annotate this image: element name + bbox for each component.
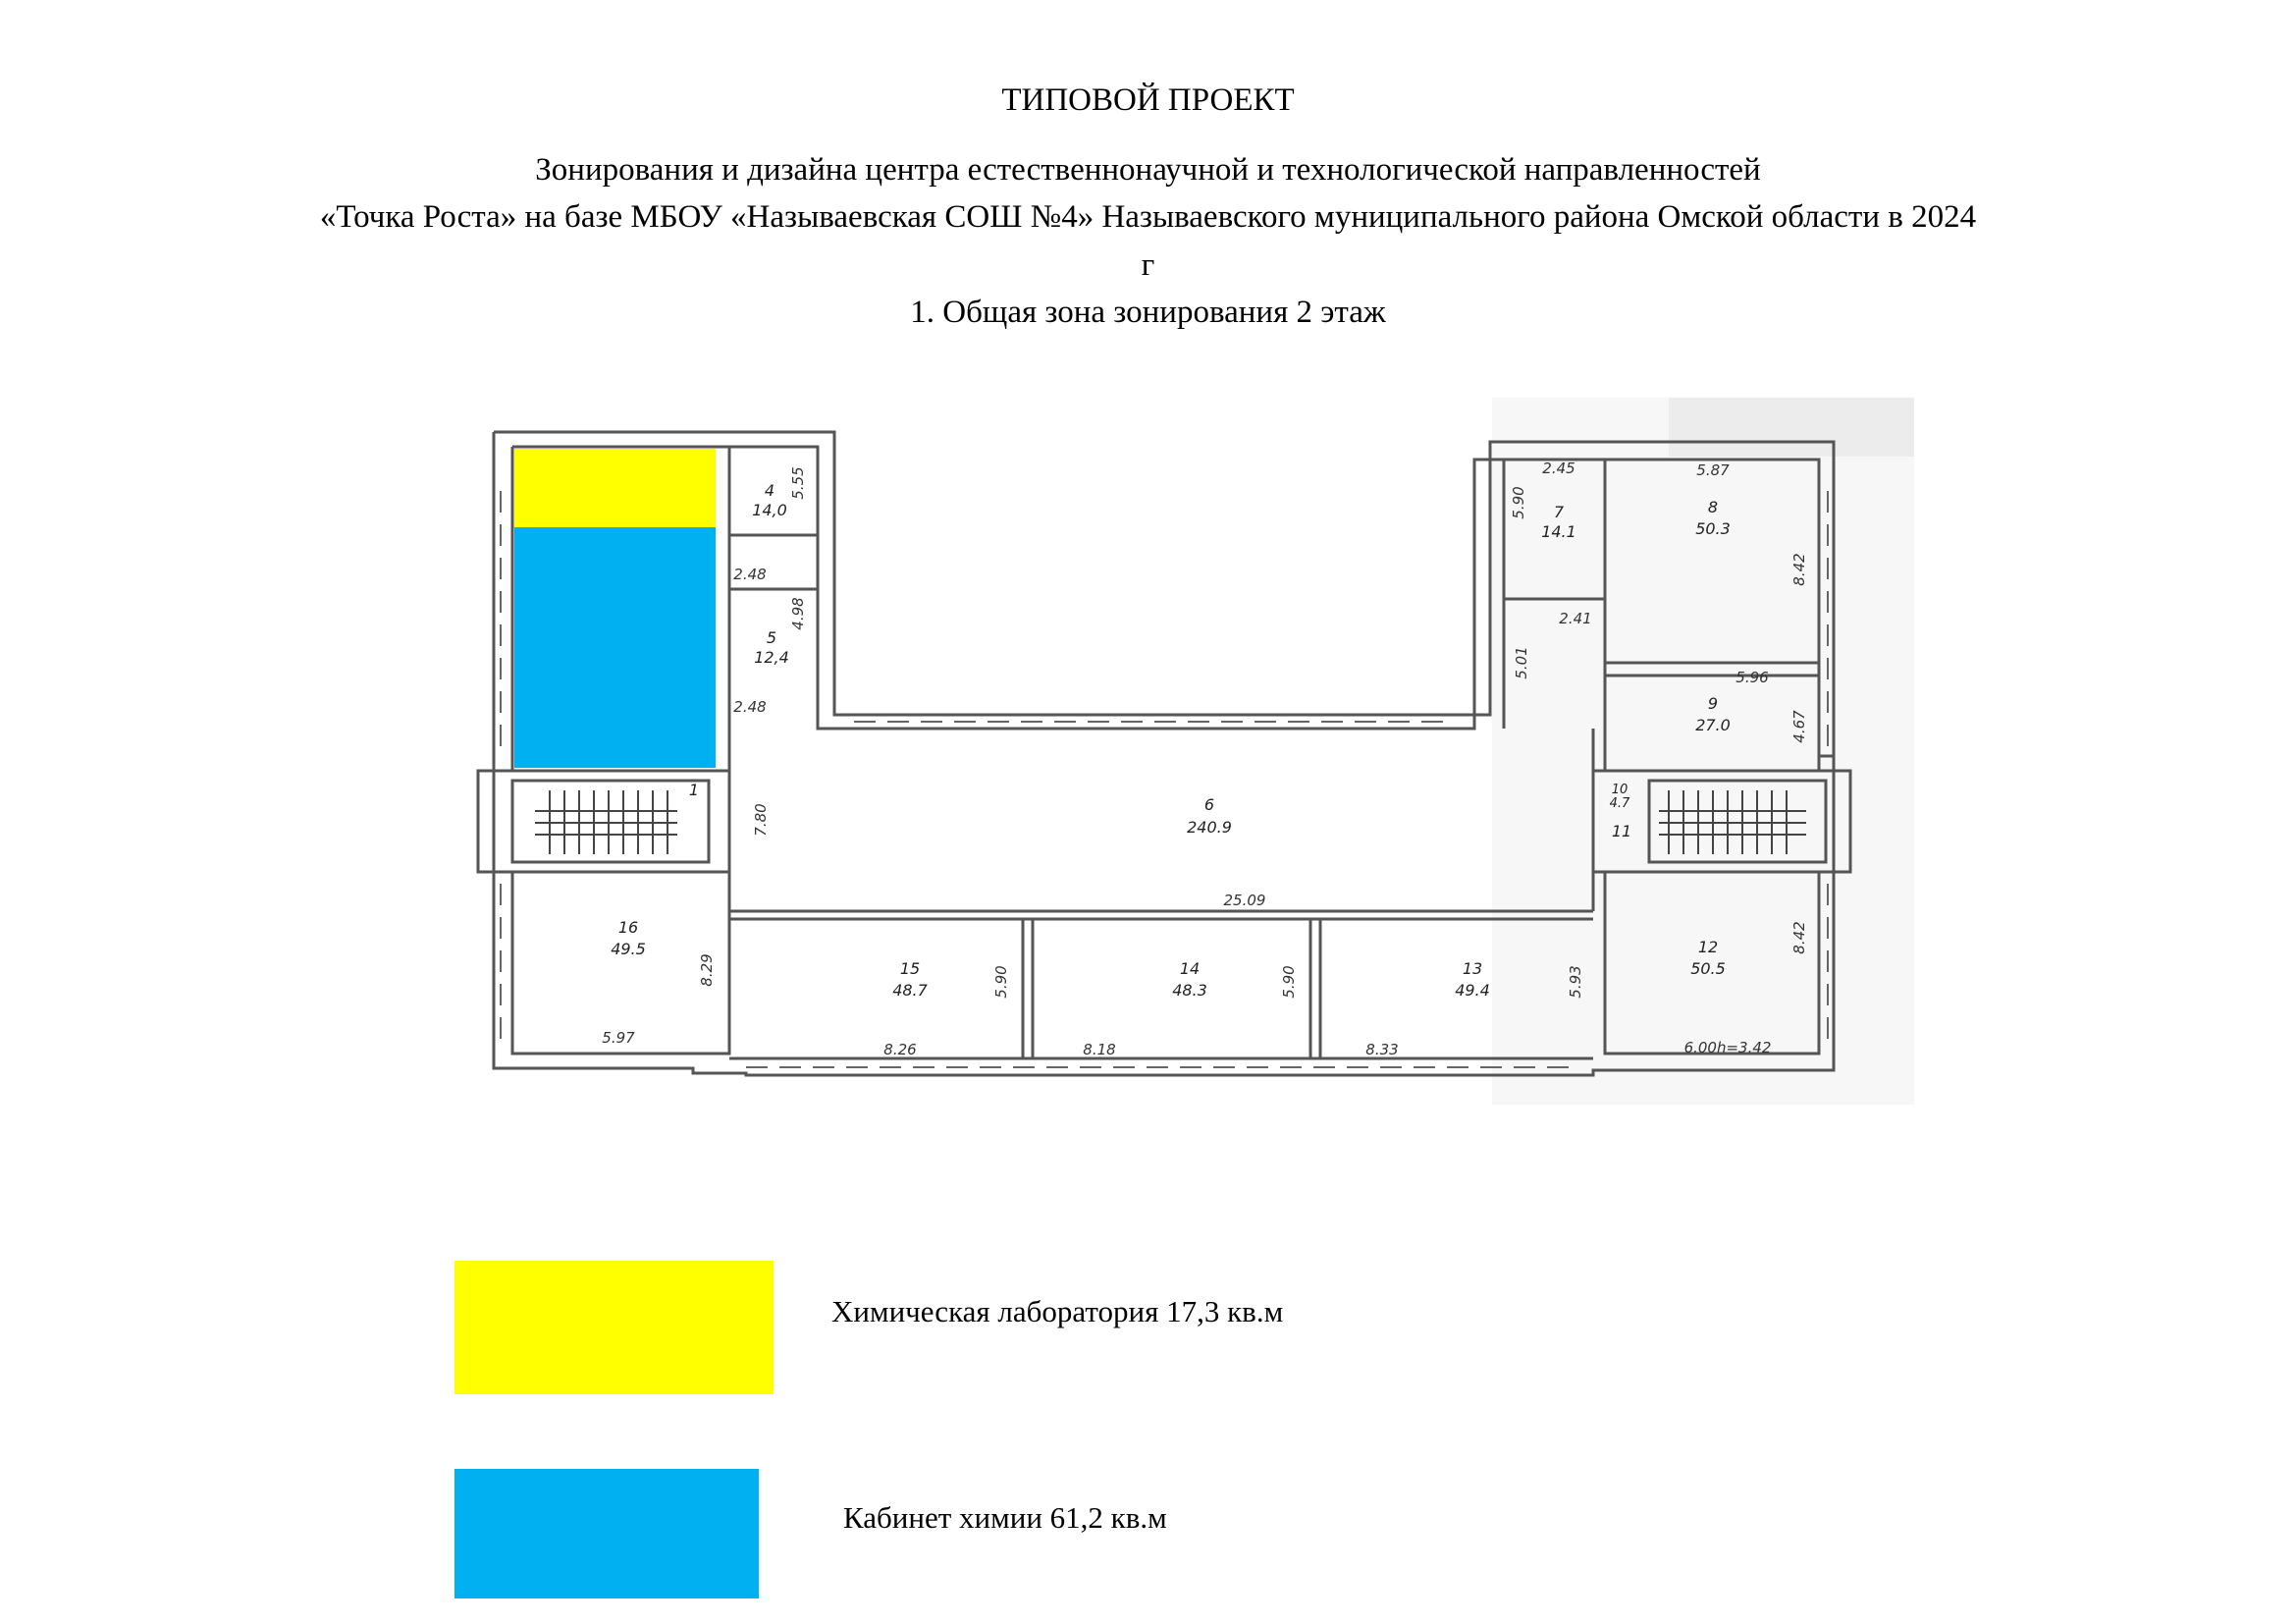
room-8-num: 8 — [1707, 498, 1719, 516]
dim-4-98: 4.98 — [789, 597, 807, 630]
dim-6-00: 6.00h=3.42 — [1683, 1039, 1772, 1056]
dim-5-90-c: 5.90 — [1510, 486, 1527, 519]
dim-7-80: 7.80 — [752, 803, 770, 837]
subtitle-line-3: г — [1141, 247, 1155, 283]
chemistry-classroom-zone — [514, 527, 716, 768]
section-heading: 1. Общая зона зонирования 2 этаж — [910, 295, 1386, 330]
room-1-num: 1 — [688, 781, 700, 799]
dim-5-90-a: 5.90 — [992, 965, 1010, 999]
dim-8-42-b: 8.42 — [1790, 921, 1808, 954]
dim-8-33: 8.33 — [1365, 1041, 1399, 1058]
legend-swatch-classroom — [454, 1469, 759, 1598]
room-15-num: 15 — [899, 959, 921, 978]
room-8-area: 50.3 — [1695, 519, 1731, 538]
dim-25-09: 25.09 — [1223, 892, 1266, 909]
dim-8-18: 8.18 — [1083, 1041, 1116, 1058]
dim-5-97: 5.97 — [602, 1029, 635, 1047]
room-9-area: 27.0 — [1695, 716, 1731, 734]
dim-5-96: 5.96 — [1735, 669, 1769, 686]
legend-label-lab: Химическая лаборатория 17,3 кв.м — [831, 1294, 1284, 1328]
room-5-num: 5 — [766, 628, 777, 647]
dim-2-48-a: 2.48 — [733, 566, 767, 583]
room-14-area: 48.3 — [1172, 981, 1207, 1000]
room-5-area: 12,4 — [754, 648, 789, 667]
room-15-area: 48.7 — [892, 981, 928, 1000]
dim-5-90-b: 5.90 — [1280, 965, 1298, 999]
room-7-area: 14.1 — [1541, 522, 1576, 541]
dim-8-42-a: 8.42 — [1790, 553, 1808, 586]
legend-label-classroom: Кабинет химии 61,2 кв.м — [843, 1500, 1167, 1535]
room-10-num: 10 — [1611, 783, 1629, 797]
room-16-num: 16 — [617, 918, 639, 937]
dim-5-87: 5.87 — [1696, 461, 1730, 479]
room-7-num: 7 — [1553, 503, 1565, 521]
dim-2-48-b: 2.48 — [733, 698, 767, 716]
dim-5-55: 5.55 — [789, 466, 807, 500]
room-6-num: 6 — [1203, 795, 1215, 814]
room-4-num: 4 — [764, 481, 775, 500]
dim-5-01: 5.01 — [1513, 646, 1530, 679]
legend-swatch-lab — [454, 1261, 774, 1394]
dim-2-45: 2.45 — [1542, 460, 1575, 477]
chemistry-lab-zone — [514, 449, 716, 527]
dim-8-26: 8.26 — [883, 1041, 917, 1058]
room-11-num: 11 — [1611, 822, 1632, 840]
room-6-area: 240.9 — [1187, 818, 1232, 837]
room-10-area: 4.7 — [1609, 796, 1630, 811]
dim-2-41: 2.41 — [1559, 610, 1592, 627]
room-12-area: 50.5 — [1690, 959, 1726, 978]
room-9-num: 9 — [1707, 694, 1719, 713]
dim-5-93: 5.93 — [1567, 965, 1584, 999]
subtitle-line-2: «Точка Роста» на базе МБОУ «Называевская СОШ №4» Называевского муниципального района Омской области в 2024 — [319, 199, 1977, 235]
dim-4-67: 4.67 — [1790, 710, 1808, 743]
page-title: ТИПОВОЙ ПРОЕКТ — [1001, 82, 1295, 118]
subtitle-line-1: Зонирования и дизайна центра естественнонаучной и технологической направленностей — [535, 152, 1761, 188]
room-12-num: 12 — [1697, 938, 1719, 956]
scan-shadow — [1669, 398, 1914, 457]
room-4-area: 14,0 — [752, 501, 787, 519]
room-13-area: 49.4 — [1455, 981, 1490, 1000]
room-16-area: 49.5 — [611, 940, 646, 958]
dim-8-29: 8.29 — [698, 953, 716, 987]
room-13-num: 13 — [1462, 959, 1483, 978]
room-14-num: 14 — [1179, 959, 1201, 978]
